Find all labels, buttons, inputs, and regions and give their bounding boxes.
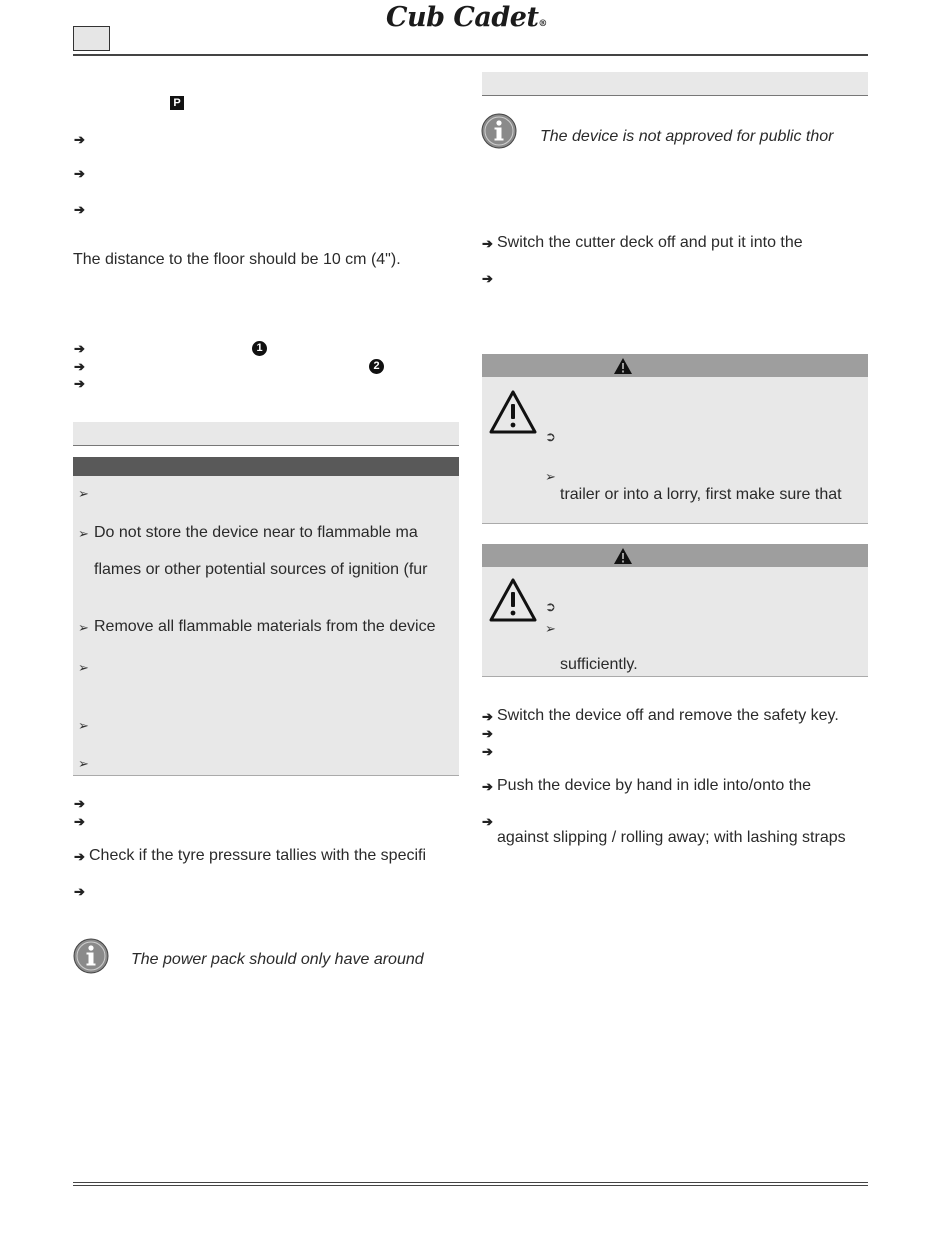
storage-item-flames: flames or other potential sources of ignition (fur [94, 561, 428, 578]
arrow-icon: ➔ [482, 236, 493, 251]
chevron-icon: ➢ [78, 718, 89, 733]
arrow-icon: ➔ [74, 849, 85, 864]
chevron-icon: ➢ [545, 621, 556, 636]
arrow-icon: ➔ [74, 202, 85, 217]
warning-small-icon [613, 547, 633, 565]
chevron-icon: ➢ [78, 526, 89, 541]
warning-small-icon [613, 357, 633, 375]
arrow-icon: ➔ [482, 744, 493, 759]
warning-panel-1 [482, 377, 868, 524]
warning-header-1 [482, 354, 868, 377]
warning-header-2 [482, 544, 868, 567]
warning-2-text: sufficiently. [560, 656, 638, 673]
arrow-icon: ➔ [482, 271, 493, 286]
floor-distance-text: The distance to the floor should be 10 cm (4"). [73, 251, 401, 268]
warning-triangle-icon [488, 577, 538, 623]
push-device-text: Push the device by hand in idle into/onto the [497, 777, 811, 794]
brand-name: Cub Cadet [386, 2, 539, 33]
switch-off-text: Switch the device off and remove the safety key. [497, 707, 839, 724]
arrow-icon: ➔ [482, 709, 493, 724]
chevron-icon: ➢ [545, 469, 556, 484]
warning-triangle-icon [488, 389, 538, 435]
info-note-public-roads: The device is not approved for public thor [540, 128, 834, 145]
section-heading-bar [73, 422, 459, 446]
park-symbol: P [170, 96, 184, 110]
arrow-icon: ➔ [74, 132, 85, 147]
hook-arrow-icon: ➲ [545, 429, 556, 444]
warning-panel-2 [482, 567, 868, 677]
step-number-2: 2 [369, 359, 384, 374]
info-note-power-pack: The power pack should only have around [131, 951, 424, 968]
hook-arrow-icon: ➲ [545, 599, 556, 614]
warning-1-text: trailer or into a lorry, first make sure that [560, 486, 842, 503]
chevron-icon: ➢ [78, 620, 89, 635]
arrow-icon: ➔ [74, 341, 85, 356]
right-section-heading-bar [482, 72, 868, 96]
storage-item-flammable: Do not store the device near to flammable ma [94, 524, 418, 541]
footer-rule-top [73, 1182, 868, 1183]
arrow-icon: ➔ [74, 376, 85, 391]
info-icon [73, 938, 109, 974]
slip-secure-text: against slipping / rolling away; with lashing straps [497, 829, 846, 846]
chevron-icon: ➢ [78, 660, 89, 675]
chevron-icon: ➢ [78, 756, 89, 771]
brand-logo: Cub Cadet® [386, 2, 547, 33]
arrow-icon: ➔ [482, 726, 493, 741]
chevron-icon: ➢ [78, 486, 89, 501]
arrow-icon: ➔ [74, 796, 85, 811]
arrow-icon: ➔ [74, 814, 85, 829]
arrow-icon: ➔ [74, 359, 85, 374]
arrow-icon: ➔ [74, 166, 85, 181]
step-number-1: 1 [252, 341, 267, 356]
page-number-box [73, 26, 110, 51]
footer-rule-bottom [73, 1185, 868, 1186]
arrow-icon: ➔ [74, 884, 85, 899]
info-icon [481, 113, 517, 149]
storage-panel-header [73, 457, 459, 476]
cutter-deck-text: Switch the cutter deck off and put it into the [497, 234, 803, 251]
arrow-icon: ➔ [482, 814, 493, 829]
header-rule [73, 54, 868, 56]
storage-panel [73, 476, 459, 776]
tyre-pressure-text: Check if the tyre pressure tallies with the specifi [89, 847, 427, 864]
storage-item-remove: Remove all flammable materials from the device [94, 618, 436, 635]
arrow-icon: ➔ [482, 779, 493, 794]
